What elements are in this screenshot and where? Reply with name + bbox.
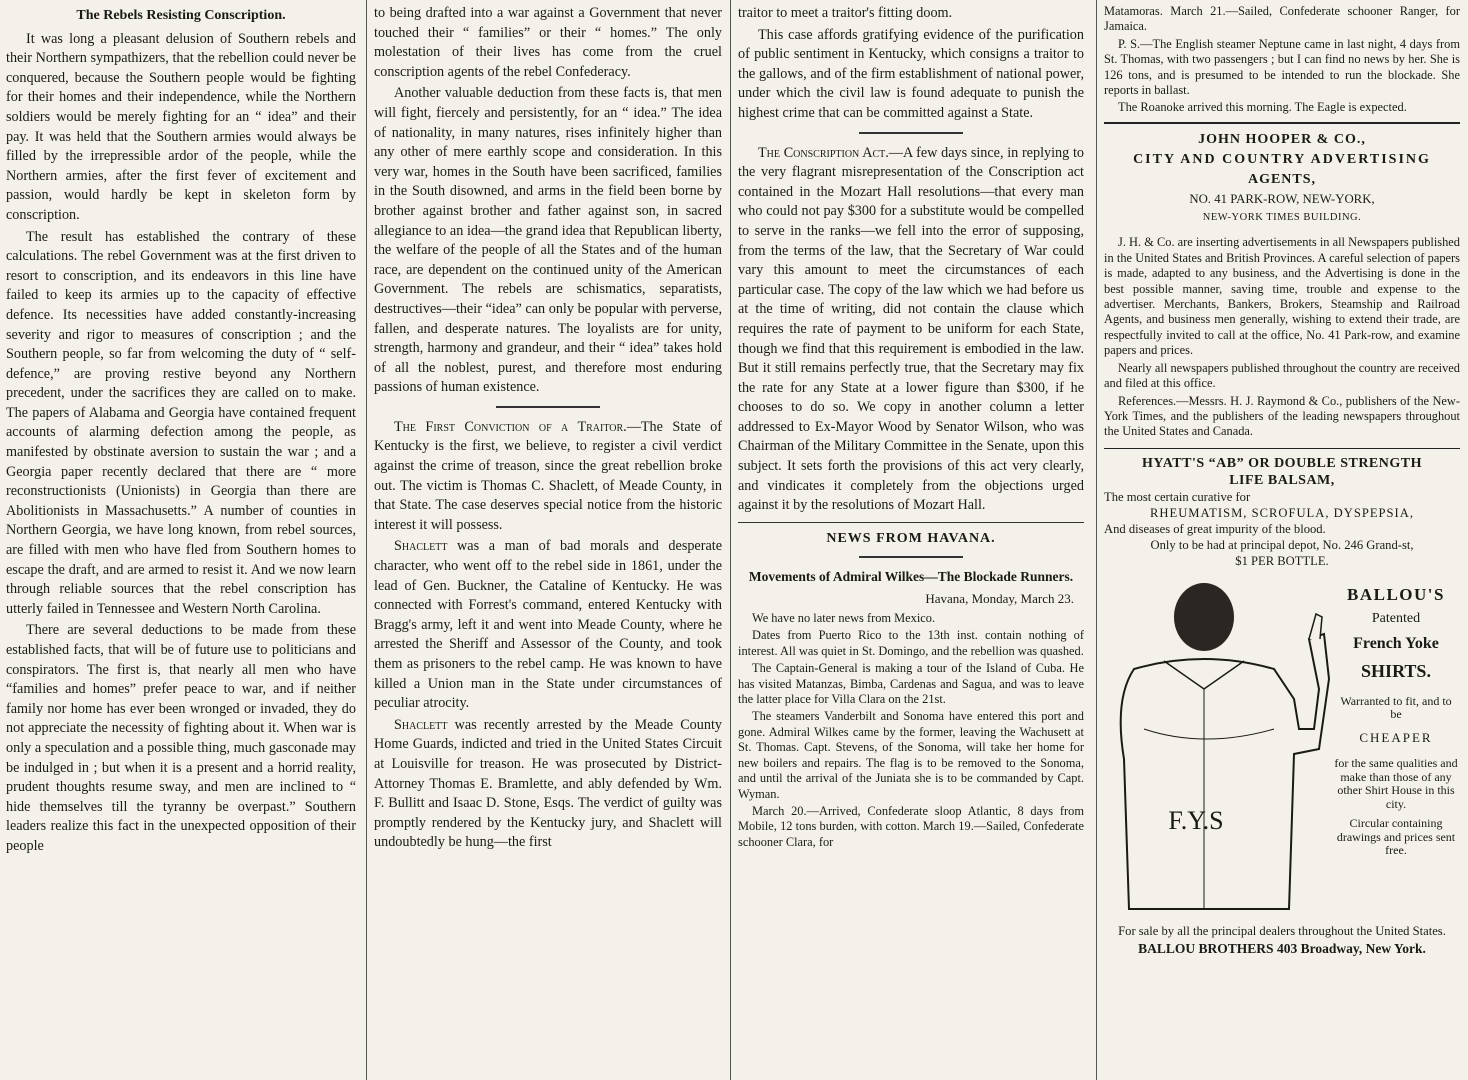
shirt-ad-footer xyxy=(1104,923,1460,957)
news-title: NEWS FROM HAVANA. xyxy=(826,530,996,546)
ad-brand: BALLOU'S xyxy=(1347,584,1445,604)
column-rule xyxy=(1096,0,1097,1080)
column-rule xyxy=(366,0,367,1080)
news-subtitle: Movements of Admiral Wilkes—The Blockade Runners. xyxy=(748,569,1074,585)
column-3 xyxy=(738,4,1084,1074)
ad-line: French Yoke xyxy=(1353,634,1439,652)
ad-price: $1 PER BOTTLE. xyxy=(1235,553,1329,568)
paragraph: Another valuable deduction from these facts is, that men will fight, fiercely and persistently, for an “ idea.” The idea of nationality, in many natures, rises infinitely higher than any other of mere earthly scope and consideration. In this very war, homes in the South have been sacrificed, families in the South disowned, and arms in the field been borne by brother against brother and father against son, in sacred allegiance to an idea—the grand idea that Republican liberty, the welfare of the people of all the States and of the human race, are dependent on the continued unity of the American Government. The rebels are schismatics, separatists, destructives—their “idea” can only be popular with perverse, fallen, and desperate natures. The loyalists are for unity, strength, harmony and grandeur, and their “ idea” takes hold of all the noblest, purest, and therefore most enduring passions of human existence. xyxy=(374,85,722,396)
ad-line: BALLOU BROTHERS 403 Broadway, New York. xyxy=(1138,940,1426,956)
ad-line: SHIRTS. xyxy=(1361,661,1431,682)
paragraph: We have no later news from Mexico. xyxy=(752,611,936,626)
section-heading: The First Conviction of a Traitor. xyxy=(394,418,627,435)
dateline: Havana, Monday, March 23. xyxy=(925,591,1074,607)
column-1 xyxy=(6,4,356,1074)
paragraph: This case affords gratifying evidence of the purification of public sentiment in Kentucky, which consigns a traitor to the gallows, and of the firm establishment of national power, under which the civil law is found adequate to punish the highest crime that can be committed against a State. xyxy=(738,26,1084,121)
paragraph: The Captain-General is making a tour of the Island of Cuba. He has visited Matanzas, Bimba, Cardenas and Sagua, and was to leave the latter place for Villa Clara on the 21st. xyxy=(738,661,1084,707)
paragraph-text: was recently arrested by the Meade County Home Guards, indicted and tried in the United States Circuit at Louisville for treason. He was prosecuted by District-Attorney Thomas E. Bramlette, and ably defended by Wm. F. Bullitt and Isaac D. Stone, Esqs. The verdict of guilty was promptly rendered by the Kentucky jury, and Shaclett will undoubtedly be hung—the first xyxy=(374,716,722,851)
ad-line: Circular containing drawings and prices sent free. xyxy=(1336,816,1456,858)
paragraph: to being drafted into a war against a Government that never touched their “ families” or their “ homes.” The only molestation of their lives has come from the cruel conscription agents of the rebel Confederacy. xyxy=(374,5,722,80)
section-separator xyxy=(738,552,1084,562)
paragraph xyxy=(738,144,1084,516)
paragraph: The steamers Vanderbilt and Sonoma have entered this port and gone. Admiral Wilkes came by the former, leaving the Wachusett at St. Thomas. Capt. Stevens, of the Sonoma, will take her home for new boilers and repairs. The flag is to be removed to the Sonoma, and until the arrival of the Juniata she is to be commanded by Capt. Wyman. xyxy=(738,709,1084,801)
horizontal-rule xyxy=(738,522,1084,523)
paragraph xyxy=(374,537,722,713)
column-4 xyxy=(1104,4,1460,1074)
paragraph: There are several deductions to be made from these established facts, that will be of future use to politicians and conspirators. The first is, that nearly all men who have “families and homes” prefer peace to war, and if neither family nor home has ever been wronged or invaded, they do not appreciate the necessity of fighting about it. When war is only a speculation and a possible thing, much gasconade may be indulged in ; but when it is a present and a horrid reality, prudent thoughts resume sway, and men are inclined to “ hide themselves till the tyranny be overpast.” Southern leaders realize this fact in the unexpected opposition of their people xyxy=(6,622,356,854)
news-body xyxy=(738,611,1084,850)
ad-heading: AGENTS, xyxy=(1247,171,1317,187)
ad-line: And diseases of great impurity of the blood. xyxy=(1104,521,1326,536)
column-rule xyxy=(730,0,731,1080)
section-separator xyxy=(738,128,1084,138)
paragraph-text: —A few days since, in replying to the very flagrant misrepresentation of the Conscription act contained in the Mozart Hall resolutions—that every man who could not pay $300 for a substitute would be compelled to serve in the ranks—we fell into the error of supposing, from the terms of the law, that the Secretary of War could vary this amount to meet the circumstances of each particular case. The copy of the law which we had before us at the time of writing, did not contain the clause which requires the rate of payment to be uniform for each State, though we find that this requirement is embodied in the law. But it still remains perfectly true, that the Secretary may fix the rate for any State at a lower figure than $300, if he chooses to do so. We copy in another column a letter addressed to Ex-Mayor Wood by Senator Wilson, who was Chairman of the Military Committee in the Senate, upon this subject. It sets forth the provisions of this act very clearly, and vindicates it completely from the objections urged against it by the resolutions of Mozart Hall. xyxy=(738,144,1084,514)
section-separator xyxy=(374,402,722,412)
article-title: The Rebels Resisting Conscription. xyxy=(76,8,286,23)
paragraph: P. S.—The English steamer Neptune came in last night, 4 days from St. Thomas, with two passengers ; but I can find no news by her. She is 126 tons, and is presumed to be intended to run the blockade. She reports in ballast. xyxy=(1104,36,1460,98)
ad-line: The most certain curative for xyxy=(1104,489,1251,504)
paragraph xyxy=(374,716,722,853)
paragraph: March 20.—Arrived, Confederate sloop Atlantic, 8 days from Mobile, 12 tons burden, with cotton. March 19.—Sailed, Confederate schooner Clara, for xyxy=(738,803,1084,849)
shirt-advertisement xyxy=(1104,579,1460,919)
paragraph: Matamoras. March 21.—Sailed, Confederate schooner Ranger, for Jamaica. xyxy=(1104,4,1460,34)
section-heading: The Conscription Act. xyxy=(758,144,889,161)
lead-word: Shaclett xyxy=(394,538,448,555)
paragraph: It was long a pleasant delusion of Southern rebels and their Northern sympathizers, that the rebellion could never be conquered, because the Southern people would be fighting for their homes and their independence, while the Northern soldiers would be merely fighting for an “ idea” and their pay. It was held that the Southern armies would always be filled by the irrepressible ardor of the people, while the Northern armies, after the first fever of excitement and passion, would hardly be kept in skeleton form by conscription. xyxy=(6,30,356,223)
ad-body xyxy=(1104,235,1460,439)
paragraph: Dates from Puerto Rico to the 13th inst. contain nothing of interest. All was quiet in St. Domingo, and the rebellion was quashed. xyxy=(738,628,1084,658)
hooper-advertisement xyxy=(1104,122,1460,449)
ad-line: CHEAPER xyxy=(1359,729,1433,745)
column-2 xyxy=(374,4,722,1074)
paragraph: traitor to meet a traitor's fitting doom. xyxy=(738,5,953,21)
ad-heading: HYATT'S “AB” OR DOUBLE STRENGTH xyxy=(1141,455,1422,471)
ad-company-name: JOHN HOOPER & CO., xyxy=(1198,131,1366,147)
paragraph xyxy=(374,418,722,536)
ad-line: Warranted to fit, and to be xyxy=(1340,693,1452,722)
shirt-ad-text xyxy=(1334,585,1458,858)
shirt-monogram: F.Y.S xyxy=(1168,805,1224,835)
lead-word: Shaclett xyxy=(394,716,448,733)
shirt-illustration-icon xyxy=(1104,579,1334,919)
paragraph: J. H. & Co. are inserting advertisements in all Newspapers published in the United States and British Provinces. A careful selection of papers is made, adapted to any business, and the Advertising is done in the best possible manner, saving time, trouble and expense to the advertiser. Merchants, Bankers, Brokers, Steamship and Railroad Agents, and business men generally, wishing to extend their trade, are respectfully invited to call at the office, No. 41 Park-row, and examine papers and prices. xyxy=(1104,235,1460,358)
paragraph: Nearly all newspapers published throughout the country are received and filed at this office. xyxy=(1104,360,1460,391)
ad-line: For sale by all the principal dealers throughout the United States. xyxy=(1118,923,1446,938)
ad-building: NEW-YORK TIMES BUILDING. xyxy=(1202,211,1362,223)
ad-heading: LIFE BALSAM, xyxy=(1229,472,1335,488)
paragraph-text: was a man of bad morals and desperate character, who went off to the rebel side in 1861, under the lead of Gen. Buckner, the Cataline of Kentucky. He was connected with Forrest's command, entered Kentucky with Bragg's army, left it and went into Meade County, where he arrested the Sheriff and Assessor of the County, and took them as prisoners to the rebel camp. He was known to have killed a Union man in the State under circumstances of peculiar atrocity. xyxy=(374,538,722,712)
ad-line: RHEUMATISM, SCROFULA, DYSPEPSIA, xyxy=(1150,505,1414,520)
ad-line: for the same qualities and make than those of any other Shirt House in this city. xyxy=(1334,756,1458,811)
ad-address: NO. 41 PARK-ROW, NEW-YORK, xyxy=(1189,191,1375,206)
paragraph: The Roanoke arrived this morning. The Eagle is expected. xyxy=(1118,100,1407,115)
balsam-advertisement xyxy=(1104,455,1460,569)
ad-heading: CITY AND COUNTRY ADVERTISING xyxy=(1133,151,1431,167)
ad-line: Patented xyxy=(1371,611,1421,627)
paragraph-text: —The State of Kentucky is the first, we believe, to register a civil verdict against the crime of treason, since the great rebellion broke out. The victim is Thomas C. Shaclett, of Meade County, in that State. The case deserves special notice from the historic interest it will possess. xyxy=(374,418,722,533)
ad-line: Only to be had at principal depot, No. 246 Grand-st, xyxy=(1150,537,1414,552)
news-continuation xyxy=(1104,4,1460,116)
paragraph: The result has established the contrary of these calculations. The rebel Government was at the first driven to resort to conscription, and its endeavors in this line have failed to keep its armies up to the capacity of effective defence. Its necessities have added constantly-increasing severity and rigor to measures of conscription ; and the Southern people, so far from welcoming the duty of “ self-defence,” are proving restive beyond any Northern precedent, under the sacrifices they are called on to make. The papers of Alabama and Georgia have contained frequent accounts of alarming defection among the people, as manifested by obstinate aversion to sustain the war ; and a Georgia paper recently declared that there are “ more reconstructionists (Unionists) in Georgia than there are Abolitionists in Massachusetts.” A number of counties in Northern Georgia, we have long known, from rebel sources, are filled with men who have fled from Southern homes to escape the draft, and are armed to resist it. And we now learn through reliable sources that the rebel conscription has utterly failed in Tennessee and Western North Carolina. xyxy=(6,228,356,617)
paragraph: References.—Messrs. H. J. Raymond & Co., publishers of the New-York Times, and the publishers of the leading newspapers throughout the United States and Canada. xyxy=(1104,393,1460,439)
